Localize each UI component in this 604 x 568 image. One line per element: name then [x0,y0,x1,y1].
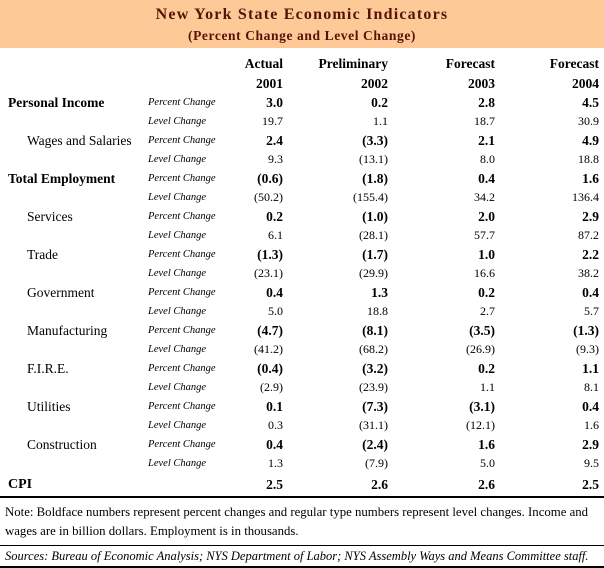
row-label: Services [27,209,73,224]
column-year-row [0,73,604,93]
value-cell: (9.3) [576,342,599,356]
column-header: Preliminary [318,55,388,71]
table-row-level-change [0,112,604,131]
column-year: 2002 [361,75,388,91]
value-cell: 0.2 [266,209,283,224]
value-cell: 0.1 [266,399,283,414]
value-cell: 2.9 [582,209,599,224]
value-cell: 5.0 [268,304,283,318]
value-cell: 1.6 [582,171,599,186]
row-type-label: Percent Change [148,363,216,374]
table-row-percent-change [0,245,604,264]
value-cell: 0.4 [582,399,599,414]
row-label: Construction [27,437,97,452]
column-header: Forecast [445,55,495,71]
row-type-label: Level Change [148,268,207,279]
cpi-label: CPI [0,473,142,497]
value-cell: 0.2 [478,285,495,300]
table-row-level-change [0,454,604,473]
column-header: Forecast [549,55,599,71]
row-label: Trade [27,247,59,262]
row-label: Total Employment [8,171,116,186]
table-sources: Sources: Bureau of Economic Analysis; NYS Department of Labor; NYS Assembly Ways and Means Committee staff. [5,549,589,563]
value-cell: 1.6 [478,437,495,452]
row-type-label: Level Change [148,306,207,317]
value-cell: 5.7 [584,304,599,318]
value-cell: 2.8 [478,95,495,110]
value-cell: 4.5 [582,95,599,110]
table-note: Note: Boldface numbers represent percent changes and regular type numbers represent level changes. Income and wages are in billion dollars. Employment is in thousands. [5,505,589,538]
value-cell: 18.8 [367,304,388,318]
value-cell: 2.9 [582,437,599,452]
value-cell: 8.1 [584,380,599,394]
value-cell: 19.7 [262,114,283,128]
column-header: Actual [244,55,283,71]
row-label-spacer [0,264,142,283]
table-row-level-change [0,340,604,359]
value-cell: (29.9) [359,266,388,280]
row-type-label: Level Change [148,382,207,393]
value-cell: 0.4 [582,285,599,300]
table-row-level-change [0,264,604,283]
table-row-percent-change [0,283,604,302]
row-type-label: Percent Change [148,97,216,108]
row-type-label: Level Change [148,192,207,203]
value-cell: 2.7 [480,304,495,318]
empty-cell [142,473,216,497]
value-cell: 0.4 [478,171,495,186]
table-row-level-change [0,188,604,207]
value-cell: 2.1 [478,133,495,148]
value-cell: (155.4) [353,190,388,204]
value-cell: 1.6 [584,418,599,432]
value-cell: 0.2 [478,361,495,376]
value-cell: (3.5) [469,323,495,338]
value-cell: (0.4) [257,361,283,376]
row-type-label: Level Change [148,154,207,165]
value-cell: (26.9) [466,342,495,356]
value-cell: (7.9) [365,456,388,470]
value-cell: 5.0 [480,456,495,470]
row-label: Personal Income [8,95,105,110]
row-label: Government [27,285,95,300]
row-label: Manufacturing [27,323,108,338]
empty-header-cell [0,53,142,73]
value-cell: 6.1 [268,228,283,242]
empty-header-cell [0,73,142,93]
row-label: Wages and Salaries [27,133,132,148]
table-title: New York State Economic Indicators [155,6,449,23]
row-label-spacer [0,378,142,397]
row-label-spacer [0,226,142,245]
row-type-label: Percent Change [148,439,216,450]
value-cell: (31.1) [359,418,388,432]
value-cell: (1.7) [362,247,388,262]
value-cell: 1.1 [480,380,495,394]
value-cell: 57.7 [474,228,495,242]
row-label: F.I.R.E. [27,361,69,376]
row-type-label: Percent Change [148,135,216,146]
table-row-percent-change [0,131,604,150]
table-row-level-change [0,416,604,435]
row-label-spacer [0,454,142,473]
value-cell: (8.1) [362,323,388,338]
value-cell: (28.1) [359,228,388,242]
value-cell: (3.3) [362,133,388,148]
table-row-level-change [0,150,604,169]
row-type-label: Level Change [148,420,207,431]
value-cell: (2.9) [260,380,283,394]
value-cell: (41.2) [254,342,283,356]
table-row-percent-change [0,359,604,378]
row-type-label: Level Change [148,458,207,469]
value-cell: 3.0 [266,95,283,110]
row-label-spacer [0,340,142,359]
column-year: 2004 [572,75,599,91]
value-cell: 4.9 [582,133,599,148]
value-cell: 2.4 [266,133,283,148]
cpi-value-cell: 2.5 [216,473,288,497]
value-cell: 1.1 [373,114,388,128]
value-cell: (23.1) [254,266,283,280]
value-cell: 0.4 [266,437,283,452]
row-label: Utilities [27,399,71,414]
table-row-level-change [0,378,604,397]
value-cell: 8.0 [480,152,495,166]
row-type-label: Percent Change [148,325,216,336]
value-cell: (68.2) [359,342,388,356]
value-cell: 1.1 [582,361,599,376]
value-cell: 18.8 [578,152,599,166]
row-type-label: Percent Change [148,173,216,184]
value-cell: 136.4 [572,190,599,204]
value-cell: (23.9) [359,380,388,394]
value-cell: 38.2 [578,266,599,280]
value-cell: 1.3 [268,456,283,470]
value-cell: 2.0 [478,209,495,224]
column-header-row [0,53,604,73]
value-cell: 9.5 [584,456,599,470]
row-type-label: Percent Change [148,287,216,298]
value-cell: 87.2 [578,228,599,242]
table-row-percent-change [0,169,604,188]
table-row-percent-change [0,321,604,340]
row-type-label: Percent Change [148,401,216,412]
value-cell: 34.2 [474,190,495,204]
row-label-spacer [0,188,142,207]
value-cell: 0.4 [266,285,283,300]
row-label-spacer [0,150,142,169]
table-row-percent-change [0,93,604,112]
table-subtitle: (Percent Change and Level Change) [187,28,417,43]
value-cell: (2.4) [362,437,388,452]
cpi-value-cell: 2.5 [500,473,604,497]
indicators-table [0,53,604,498]
empty-header-cell [142,53,216,73]
value-cell: (1.8) [362,171,388,186]
value-cell: (50.2) [254,190,283,204]
empty-header-cell [142,73,216,93]
column-year: 2001 [256,75,283,91]
value-cell: 9.3 [268,152,283,166]
value-cell: 1.0 [478,247,495,262]
row-type-label: Percent Change [148,211,216,222]
value-cell: (3.1) [469,399,495,414]
value-cell: 1.3 [371,285,388,300]
value-cell: (1.3) [573,323,599,338]
table-row-percent-change [0,397,604,416]
row-type-label: Level Change [148,344,207,355]
value-cell: 16.6 [474,266,495,280]
table-row-percent-change [0,207,604,226]
table-row-level-change [0,302,604,321]
value-cell: 30.9 [578,114,599,128]
table-row-percent-change [0,435,604,454]
cpi-value-cell: 2.6 [393,473,500,497]
value-cell: (3.2) [362,361,388,376]
row-label-spacer [0,112,142,131]
value-cell: (7.3) [362,399,388,414]
cpi-value-cell: 2.6 [288,473,393,497]
value-cell: (4.7) [257,323,283,338]
row-label-spacer [0,302,142,321]
value-cell: 2.2 [582,247,599,262]
value-cell: (13.1) [359,152,388,166]
value-cell: 18.7 [474,114,495,128]
row-type-label: Level Change [148,116,207,127]
value-cell: 0.3 [268,418,283,432]
table-row-level-change [0,226,604,245]
row-type-label: Level Change [148,230,207,241]
value-cell: (12.1) [466,418,495,432]
column-year: 2003 [468,75,495,91]
value-cell: 0.2 [371,95,388,110]
table-header-band [0,0,604,48]
value-cell: (0.6) [257,171,283,186]
value-cell: (1.3) [257,247,283,262]
row-type-label: Percent Change [148,249,216,260]
value-cell: (1.0) [362,209,388,224]
table-row-cpi [0,473,604,497]
row-label-spacer [0,416,142,435]
